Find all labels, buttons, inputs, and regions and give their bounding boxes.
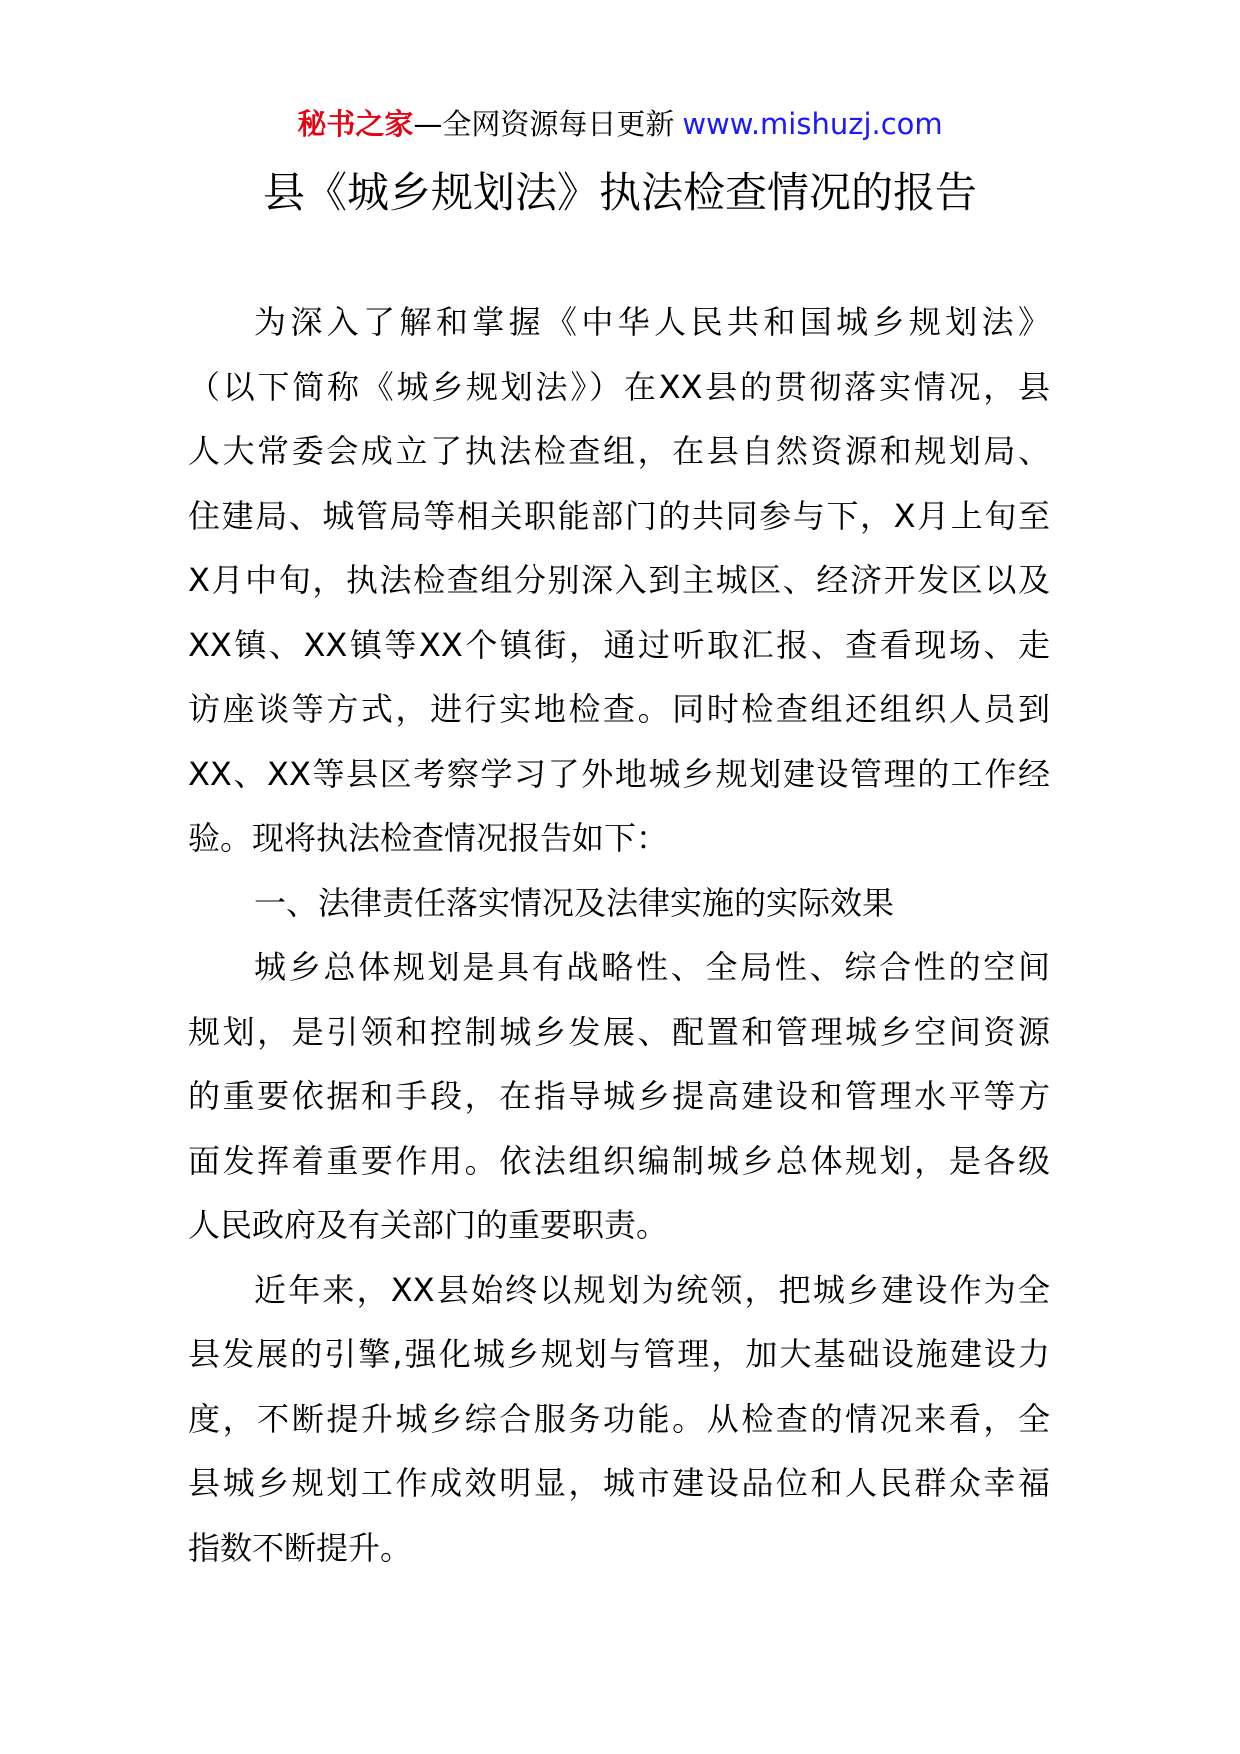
paragraph-line: 城乡总体规划是具有战略性、全局性、综合性的空间: [254, 948, 1050, 986]
paragraph-line: XX镇、XX镇等XX个镇街，通过听取汇报、查看现场、走: [188, 625, 1050, 664]
paragraph-line: 度，不断提升城乡综合服务功能。从检查的情况来看，全: [188, 1399, 1050, 1438]
paragraph-line: 面发挥着重要作用。依法组织编制城乡总体规划，是各级: [188, 1141, 1050, 1180]
paragraph-line: 人大常委会成立了执法检查组，在县自然资源和规划局、: [188, 432, 1050, 470]
paragraph-line: XX、XX等县区考察学习了外地城乡规划建设管理的工作经: [188, 754, 1050, 793]
paragraph-line: 近年来，XX县始终以规划为统领，把城乡建设作为全: [254, 1270, 1050, 1309]
section-heading: 一、法律责任落实情况及法律实施的实际效果: [254, 883, 895, 922]
paragraph-line: 人民政府及有关部门的重要职责。: [188, 1206, 669, 1244]
site-brand: 秘书之家: [297, 107, 414, 141]
paragraph-line: 的重要依据和手段，在指导城乡提高建设和管理水平等方: [188, 1077, 1050, 1115]
site-url-link[interactable]: www.mishuzj.com: [682, 107, 943, 141]
document-body: [188, 290, 1050, 1580]
paragraph-line: 住建局、城管局等相关职能部门的共同参与下，X月上旬至: [188, 496, 1050, 535]
paragraph-line: （以下简称《城乡规划法》）在XX县的贯彻落实情况，县: [188, 367, 1050, 406]
paragraph-line: 县发展的引擎,强化城乡规划与管理，加大基础设施建设力: [188, 1335, 1050, 1373]
paragraph-line: 规划，是引领和控制城乡发展、配置和管理城乡空间资源: [188, 1012, 1050, 1051]
paragraph-line: 验。现将执法检查情况报告如下：: [188, 819, 669, 857]
paragraph-line: 指数不断提升。: [188, 1528, 413, 1567]
paragraph-line: 为深入了解和掌握《中华人民共和国城乡规划法》: [254, 303, 1050, 341]
site-slogan: —全网资源每日更新: [413, 107, 675, 141]
paragraph-line: 县城乡规划工作成效明显，城市建设品位和人民群众幸福: [188, 1464, 1050, 1502]
document-title: 县《城乡规划法》执法检查情况的报告: [262, 168, 977, 217]
paragraph-line: X月中旬，执法检查组分别深入到主城区、经济开发区以及: [188, 561, 1050, 599]
site-header: [0, 104, 1240, 144]
paragraph-line: 访座谈等方式，进行实地检查。同时检查组还组织人员到: [188, 690, 1050, 728]
